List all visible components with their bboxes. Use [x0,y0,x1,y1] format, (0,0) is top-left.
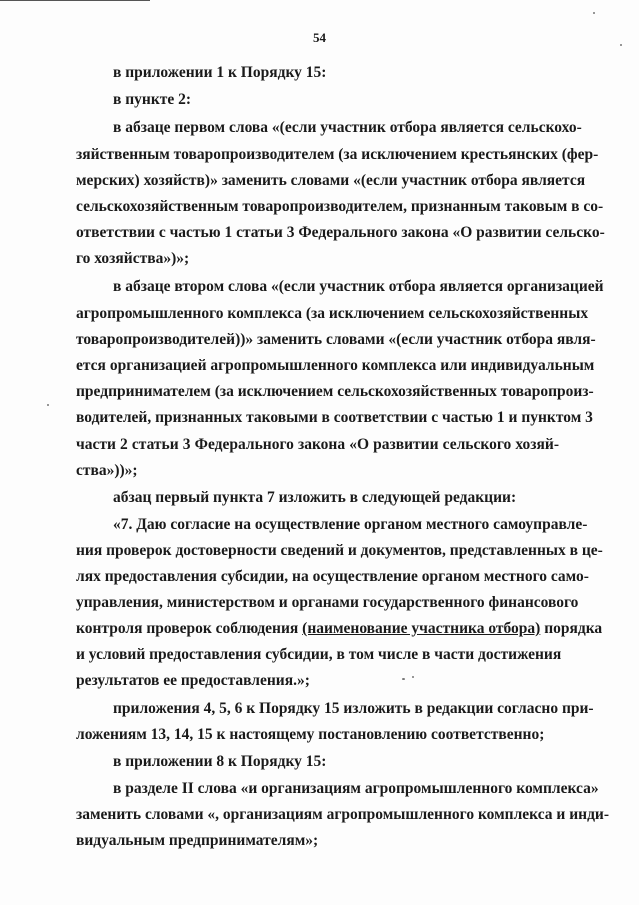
text-line: части 2 статьи 3 Федерального закона «О развитии сельского хозяй- [76,436,559,453]
text-segment: контроля проверок соблюдения [76,620,303,637]
text-line: предпринимателем (за исключением сельскохозяйственных товаропроиз- [76,383,594,400]
placeholder-participant-name: (наименование участника отбора) [302,620,541,637]
text-line: агропромышленного комплекса (за исключением сельскохозяйственных [76,305,589,322]
text-line: результатов ее предоставления.»; [76,672,310,689]
text-line: и условий предоставления субсидии, в том числе в части достижения [76,646,562,663]
scan-speck [620,44,622,46]
text-line: сельскохозяйственным товаропроизводителем, признанным таковым в со- [76,198,604,215]
text-line: в разделе II слова «и организациям агропромышленного комплекса» [113,780,599,797]
text-line: в абзаце втором слова «(если участник отбора является организацией [113,278,604,295]
text-line: ответствии с частью 1 статьи 3 Федерального закона «О развитии сельско- [76,224,605,241]
text-line [76,619,603,639]
text-line: лях предоставления субсидии, на осуществление органом местного само- [76,568,589,585]
scan-speck [47,404,49,406]
text-line: зяйственным товаропроизводителем (за исключением крестьянских (фер- [76,146,599,163]
scan-edge-line [0,0,150,1]
text-line: в приложении 1 к Порядку 15: [113,64,327,81]
text-line: мерских) хозяйств)» заменить словами «(если участник отбора является [76,172,586,189]
scan-speck [402,678,405,680]
text-line: го хозяйства»)»; [76,250,190,267]
text-line: ства»))»; [76,462,138,479]
text-line: «7. Даю согласие на осуществление органом местного самоуправле- [113,516,588,533]
text-line: товаропроизводителей))» заменить словами «(если участник отбора явля- [76,331,596,348]
scan-speck [412,676,414,678]
text-line: ния проверок достоверности сведений и документов, представленных в це- [76,542,603,559]
text-line: ложениям 13, 14, 15 к настоящему постановлению соответственно; [76,726,545,743]
text-line: заменить словами «, организациям агропромышленного комплекса и инди- [76,806,610,823]
text-line: приложения 4, 5, 6 к Порядку 15 изложить в редакции согласно при- [113,700,594,717]
text-line: водителей, признанных таковыми в соответствии с частью 1 и пунктом 3 [76,409,593,426]
text-line: абзац первый пункта 7 изложить в следующей редакции: [113,489,517,506]
scan-speck [593,12,595,14]
page-number: 54 [313,30,326,45]
text-line: в пункте 2: [113,91,192,108]
text-line: видуальным предпринимателям»; [76,832,319,849]
text-line: ется организацией агропромышленного комплекса или индивидуальным [76,357,595,374]
text-line: управления, министерством и органами государственного финансового [76,594,579,611]
text-line: в приложении 8 к Порядку 15: [113,753,327,770]
text-segment: порядка [540,620,603,637]
text-line: в абзаце первом слова «(если участник отбора является сельскохо- [113,119,582,136]
